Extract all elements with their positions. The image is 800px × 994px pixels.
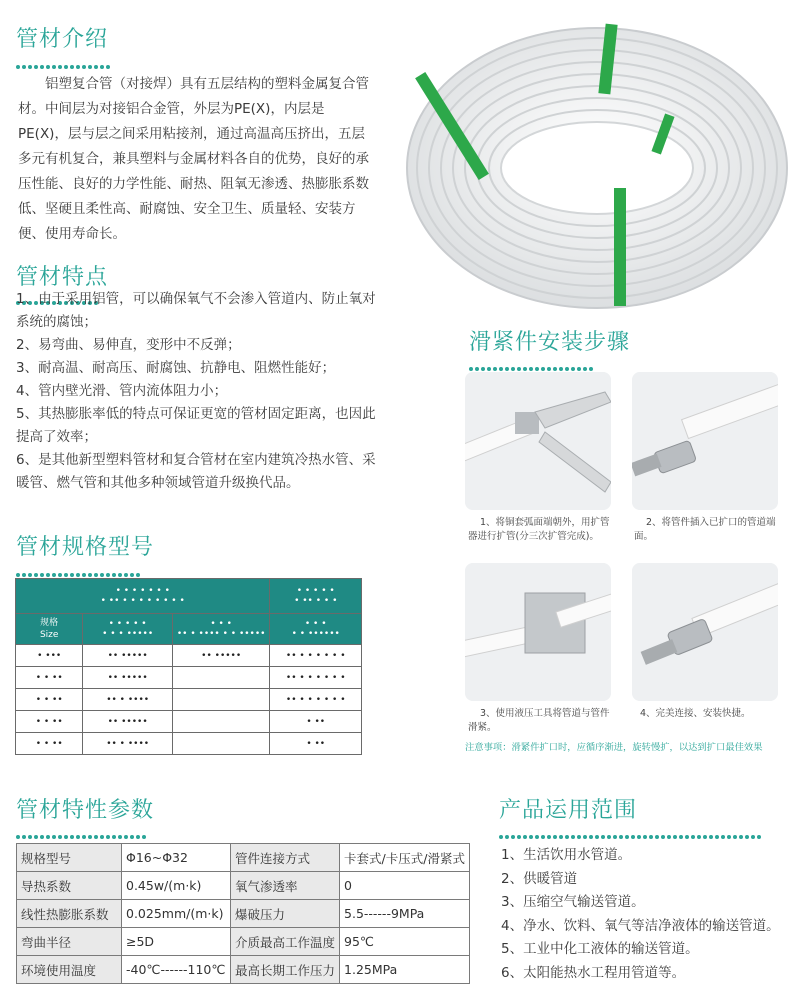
usage-item: 2、供暖管道 — [501, 870, 578, 887]
spec-title: 管材规格型号 — [16, 535, 155, 560]
table-row: 线性热膨胀系数 0.025mm/(m·k) 爆破压力 5.5------9MPa — [17, 900, 470, 928]
table-row: • • •• •• • •••• •• • • • • • • — [16, 689, 362, 711]
step-3-photo — [465, 563, 611, 701]
pipe-coil-image — [402, 18, 792, 318]
feature-item: 3、耐高温、耐高压、耐腐蚀、抗静电、阻燃性能好； — [16, 360, 336, 376]
step-2-photo — [632, 372, 778, 510]
spec-header-col3: • • • •• • •••• • • ••••• — [172, 614, 270, 645]
usage-title-dots — [499, 824, 763, 830]
spec-header-col2: • • • • • • • • ••••• — [83, 614, 173, 645]
spec-title-dots — [16, 562, 142, 568]
step-3-caption: 3、使用液压工具将管道与管件滑紧。 — [468, 708, 610, 733]
params-table — [16, 843, 470, 984]
table-row: • • •• •• ••••• •• • • • • • • — [16, 667, 362, 689]
feature-item: 5、其热膨胀率低的特点可保证更宽的管材固定距离，也因此提高了效率； — [16, 406, 376, 445]
params-table-wrap — [16, 843, 470, 984]
table-row: 规格型号 Φ16~Φ32 管件连接方式 卡套式/卡压式/滑紧式 — [17, 844, 470, 872]
step-1-caption: 1、将铜套弧面端朝外，用扩管器进行扩管(分三次扩管完成)。 — [468, 517, 610, 542]
intro-title-dots — [16, 54, 112, 60]
usage-item: 3、压缩空气输送管道。 — [501, 894, 645, 910]
step-4-caption: 4、完美连接、安装快捷。 — [640, 708, 751, 719]
usage-item: 1、生活饮用水管道。 — [501, 847, 632, 863]
feature-item: 1、由于采用铝管，可以确保氧气不会渗入管道内、防止氧对系统的腐蚀； — [16, 291, 376, 330]
feature-item: 6、是其他新型塑料管材和复合管材在室内建筑冷热水管、采暖管、燃气管和其他多种领域管道升级换代品。 — [16, 452, 376, 491]
spec-header-size: 规格 Size — [16, 614, 83, 645]
usage-item: 5、工业中化工液体的输送管道。 — [501, 941, 699, 957]
table-row: 导热系数 0.45w/(m·k) 氧气渗透率 0 — [17, 872, 470, 900]
table-row: • • •• •• ••••• • •• — [16, 711, 362, 733]
spec-table — [15, 578, 362, 755]
features-title: 管材特点 — [16, 265, 109, 290]
spec-header-group-1: • • • • • • • • •• • • • • • • • • — [16, 579, 270, 614]
install-title-dots — [469, 356, 595, 362]
table-row: • ••• •• ••••• •• ••••• •• • • • • • • — [16, 645, 362, 667]
spec-table-wrap — [15, 578, 362, 755]
step-2-caption: 2、将管件插入已扩口的管道端面。 — [634, 517, 776, 542]
feature-item: 2、易弯曲、易伸直，变形中不反弹； — [16, 337, 241, 353]
usage-item: 4、净水、饮料、氧气等洁净液体的输送管道。 — [501, 917, 780, 934]
feature-item: 4、管内壁光滑、管内流体阻力小； — [16, 383, 228, 399]
install-note: 注意事项：滑紧件扩口时，应循序渐进，旋转慢扩，以达到扩口最佳效果 — [465, 742, 763, 753]
spec-header-group-2: • • • • • • •• • • • — [270, 579, 362, 614]
intro-body: 铝塑复合管（对接焊）具有五层结构的塑料金属复合管材。中间层为对接铝合金管，外层为PE(X)，内层是PE(X)，层与层之间采用粘接剂，通过高温高压挤出，五层多元有机复合，兼具塑料与金属材料各自的优势，良好的承压性能、良好的力学性能、耐热、阻氧无渗透、热膨胀系数低、坚硬且柔性高、耐腐蚀、安全卫生、质量轻、安装方便、使用寿命长。 — [18, 76, 369, 242]
params-title-dots — [16, 824, 148, 830]
step-4-photo — [632, 563, 778, 701]
install-title: 滑紧件安装步骤 — [469, 330, 631, 355]
usage-title: 产品运用范围 — [499, 798, 638, 823]
table-row: • • •• •• • •••• • •• — [16, 733, 362, 755]
features-list — [16, 288, 376, 495]
usage-item: 6、太阳能热水工程用管道等。 — [501, 964, 686, 981]
step-1-photo — [465, 372, 611, 510]
spec-header-col4: • • • • • •••••• — [270, 614, 362, 645]
table-row: 环境使用温度 -40℃------110℃ 最高长期工作压力 1.25MPa — [17, 956, 470, 984]
table-row: 弯曲半径 ≥5D 介质最高工作温度 95℃ — [17, 928, 470, 956]
params-title: 管材特性参数 — [16, 798, 155, 823]
intro-title: 管材介绍 — [16, 27, 109, 52]
usage-list — [501, 844, 797, 985]
